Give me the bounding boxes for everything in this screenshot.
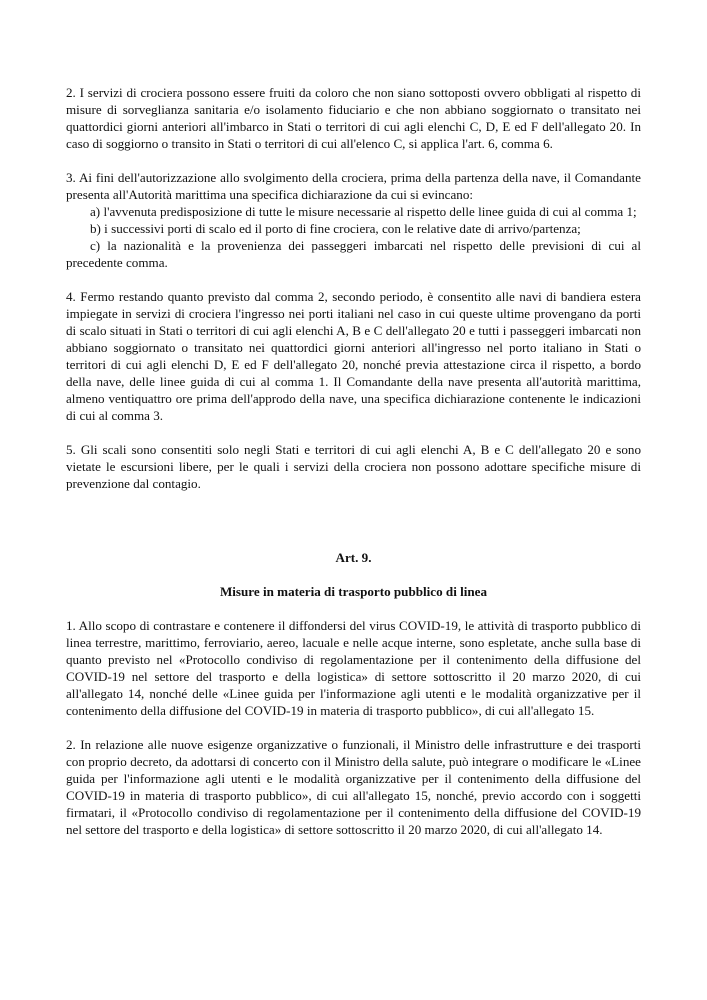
paragraph-3-item-b: b) i successivi porti di scalo ed il porto di fine crociera, con le relative date di arrivo/partenza; bbox=[90, 221, 581, 236]
paragraph-3-lead: 3. Ai fini dell'autorizzazione allo svolgimento della crociera, prima della partenza della nave, il Comandante presenta all'Autorità marittima una specifica dichiarazione da cui si evincano: bbox=[66, 170, 641, 202]
section-spacer bbox=[66, 509, 641, 549]
paragraph-3-item-c: c) la nazionalità e la provenienza dei passeggeri imbarcati nel rispetto delle previsioni di cui al precedente comma. bbox=[66, 238, 641, 270]
article9-paragraph-2: 2. In relazione alle nuove esigenze organizzative o funzionali, il Ministro delle infrastrutture e dei trasporti con proprio decreto, da adottarsi di concerto con il Ministro della salute, può integrare o modificare le «Linee guida per l'informazione agli utenti e le modalità organizzative per il contenimento della diffusione del COVID-19 in materia di trasporto pubblico», di cui all'allegato 15, nonché, previo accordo con i soggetti firmatari, il «Protocollo condiviso di regolamentazione per il contenimento della diffusione del COVID-19 nel settore del trasporto e della logistica» di settore sottoscritto il 20 marzo 2020, di cui all'allegato 14. bbox=[66, 737, 641, 837]
article-number: Art. 9. bbox=[335, 550, 372, 565]
paragraph-2: 2. I servizi di crociera possono essere fruiti da coloro che non siano sottoposti ovvero obbligati al rispetto di misure di sorveglianza sanitaria e/o isolamento fiduciario e che non abbiano soggiornato o transitato nei quattordici giorni anteriori all'imbarco in Stati o territori di cui agli elenchi C, D, E ed F dell'allegato 20. In caso di soggiorno o transito in Stati o territori di cui all'elenco C, si applica l'art. 6, comma 6. bbox=[66, 85, 641, 151]
article-title: Misure in materia di trasporto pubblico di linea bbox=[219, 584, 488, 599]
paragraph-4: 4. Fermo restando quanto previsto dal comma 2, secondo periodo, è consentito alle navi di bandiera estera impiegate in servizi di crociera l'ingresso nei porti italiani nel caso in cui queste ultime provengano da porti di scalo situati in Stati o territori di cui agli elenchi A, B e C dell'allegato 20 e tutti i passeggeri imbarcati non abbiano soggiornato o transitato nei quattordici giorni anteriori all'ingresso nel porto italiano in Stati o territori di cui agli elenchi D, E ed F dell'allegato 20, nonché previa attestazione circa il rispetto, a bordo della nave, delle linee guida di cui al comma 1. Il Comandante della nave presenta all'autorità marittima, almeno ventiquattro ore prima dell'approdo della nave, una specifica dichiarazione contenente le indicazioni di cui al comma 3. bbox=[66, 289, 641, 423]
paragraph-3-item-a: a) l'avvenuta predisposizione di tutte le misure necessarie al rispetto delle linee guida di cui al comma 1; bbox=[90, 204, 637, 219]
document-page bbox=[66, 84, 641, 855]
article9-paragraph-1: 1. Allo scopo di contrastare e contenere il diffondersi del virus COVID-19, le attività di trasporto pubblico di linea terrestre, marittimo, ferroviario, aereo, lacuale e nelle acque interne, sono espletate, anche sulla base di quanto previsto nel «Protocollo condiviso di regolamentazione per il contenimento della diffusione del COVID-19 nel settore del trasporto e della logistica» di settore sottoscritto il 20 marzo 2020, di cui all'allegato 14, nonché delle «Linee guida per l'informazione agli utenti e le modalità organizzative per il contenimento della diffusione del COVID-19 in materia di trasporto pubblico», di cui all'allegato 15. bbox=[66, 618, 641, 718]
paragraph-5: 5. Gli scali sono consentiti solo negli Stati e territori di cui agli elenchi A, B e C dell'allegato 20 e sono vietate le escursioni libere, per le quali i servizi della crociera non possono adottare specifiche misure di prevenzione dal contagio. bbox=[66, 442, 641, 491]
paragraph-3 bbox=[66, 169, 641, 271]
